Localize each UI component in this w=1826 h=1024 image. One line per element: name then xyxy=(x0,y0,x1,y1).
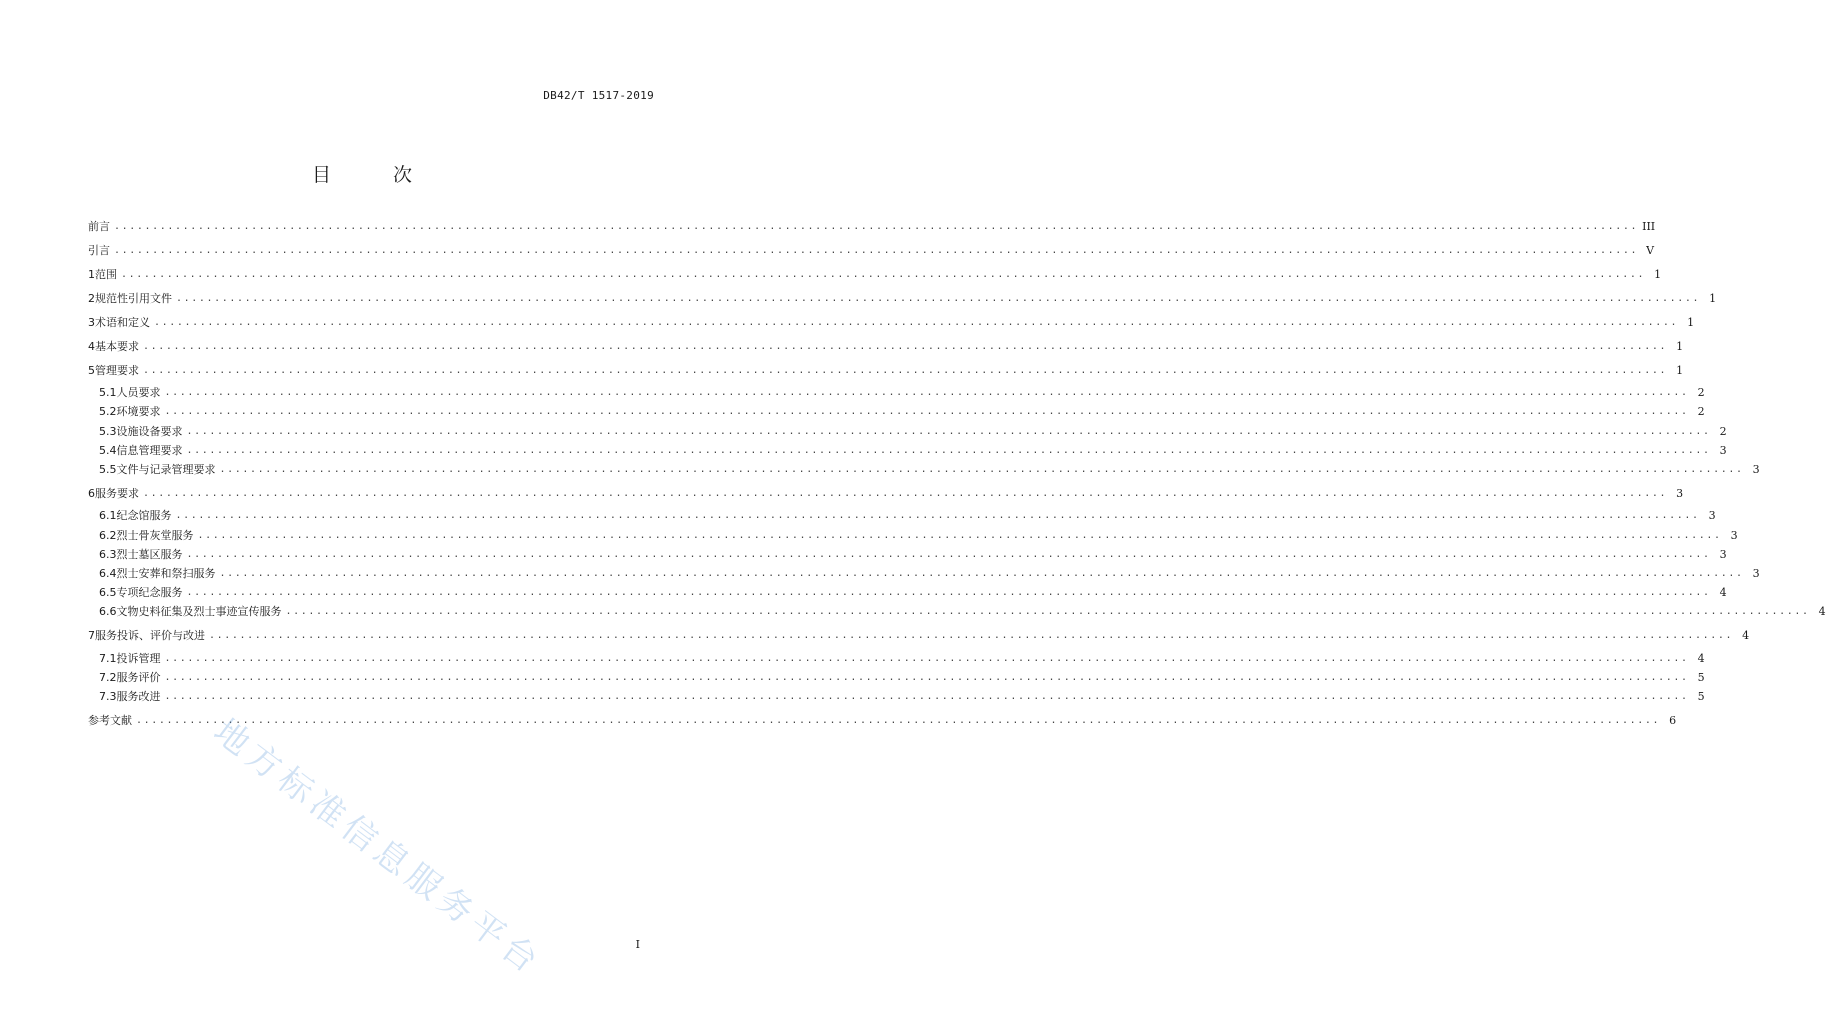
toc-leader-dots: ........................................................................................................................................................................................................ xyxy=(186,445,1711,456)
toc-entry[interactable] xyxy=(99,566,1760,582)
toc-leader-dots: ........................................................................................................................................................................................................ xyxy=(175,510,1700,521)
toc-leader-dots: ........................................................................................................................................................................................................ xyxy=(164,691,1689,702)
toc-entry-page: 3 xyxy=(1676,487,1684,500)
toc-entry-number: 6 xyxy=(88,487,95,500)
toc-entry[interactable] xyxy=(88,628,1750,644)
page-number: I xyxy=(635,938,640,951)
toc-entry-number: 1 xyxy=(88,268,95,281)
toc-entry-page: 4 xyxy=(1719,586,1727,599)
toc-entry-number: 6.6 xyxy=(99,605,117,618)
toc-entry-label: 烈士墓区服务 xyxy=(116,548,183,561)
toc-entry-number: 6.4 xyxy=(99,567,117,580)
toc-entry-label: 人员要求 xyxy=(116,386,161,399)
toc-entry-label: 前言 xyxy=(88,220,110,233)
toc-entry[interactable] xyxy=(99,424,1727,440)
toc-entry-number: 5.2 xyxy=(99,405,117,418)
toc-leader-dots: ........................................................................................................................................................................................................ xyxy=(143,365,1668,376)
toc-entry-label: 术语和定义 xyxy=(95,316,150,329)
toc-entry-number: 7.2 xyxy=(99,671,117,684)
toc-entry-label: 服务要求 xyxy=(95,487,139,500)
toc-entry-page: 5 xyxy=(1697,671,1705,684)
toc-entry-label: 烈士安葬和祭扫服务 xyxy=(116,567,216,580)
toc-entry-number: 5.4 xyxy=(99,444,117,457)
toc-entry[interactable] xyxy=(99,385,1705,401)
toc-entry[interactable] xyxy=(99,670,1705,686)
toc-entry[interactable] xyxy=(88,713,1677,729)
watermark-text: 地方标准信息服务平台 xyxy=(206,711,550,985)
toc-entry-number: 5 xyxy=(88,364,95,377)
toc-entry-number: 6.2 xyxy=(99,529,117,542)
toc-entry[interactable] xyxy=(99,604,1826,620)
toc-entry-page: 6 xyxy=(1669,714,1677,727)
toc-entry-page: 1 xyxy=(1676,340,1684,353)
toc-entry-page: 2 xyxy=(1697,386,1705,399)
toc-entry-page: 1 xyxy=(1687,316,1695,329)
toc-leader-dots: ........................................................................................................................................................................................................ xyxy=(219,568,1744,579)
toc-entry-number: 7 xyxy=(88,629,95,642)
toc-entry-number: 5.5 xyxy=(99,463,117,476)
toc-entry-label: 设施设备要求 xyxy=(116,425,183,438)
toc-entry-number: 6.5 xyxy=(99,586,117,599)
toc-entry[interactable] xyxy=(88,315,1695,331)
toc-entry-number: 7.1 xyxy=(99,652,117,665)
toc-entry[interactable] xyxy=(99,689,1705,705)
toc-entry[interactable] xyxy=(99,508,1716,524)
toc-leader-dots: ........................................................................................................................................................................................................ xyxy=(143,341,1668,352)
toc-entry-page: 2 xyxy=(1719,425,1727,438)
toc-entry[interactable] xyxy=(99,462,1760,478)
toc-entry-page: 3 xyxy=(1752,567,1760,580)
toc-entry-label: 文件与记录管理要求 xyxy=(116,463,216,476)
toc-entry-page: 5 xyxy=(1697,690,1705,703)
toc-entry[interactable] xyxy=(99,651,1705,667)
toc-entry-number: 5.1 xyxy=(99,386,117,399)
toc-entry-number: 7.3 xyxy=(99,690,117,703)
toc-entry-page: 3 xyxy=(1719,548,1727,561)
toc-leader-dots: ........................................................................................................................................................................................................ xyxy=(209,630,1734,641)
toc-entry-label: 投诉管理 xyxy=(116,652,161,665)
toc-entry-number: 6.3 xyxy=(99,548,117,561)
toc-entry-label: 文物史料征集及烈士事迹宣传服务 xyxy=(116,605,282,618)
toc-entry-page: 4 xyxy=(1742,629,1750,642)
toc-entry-page: 3 xyxy=(1708,509,1716,522)
toc-entry-label: 服务评价 xyxy=(116,671,161,684)
toc-leader-dots: ........................................................................................................................................................................................................ xyxy=(143,488,1668,499)
toc-entry-page: III xyxy=(1642,220,1656,233)
toc-entry-label: 服务改进 xyxy=(116,690,161,703)
toc-leader-dots: ........................................................................................................................................................................................................ xyxy=(136,715,1661,726)
toc-entry-label: 引言 xyxy=(88,244,110,257)
toc-entry[interactable] xyxy=(99,443,1727,459)
page-title: 目 次 xyxy=(311,164,441,186)
toc-entry[interactable] xyxy=(88,291,1717,307)
toc-entry-page: 3 xyxy=(1752,463,1760,476)
toc-leader-dots: ........................................................................................................................................................................................................ xyxy=(186,549,1711,560)
toc-entry-label: 环境要求 xyxy=(116,405,161,418)
toc-entry[interactable] xyxy=(99,585,1727,601)
toc-entry-label: 烈士骨灰堂服务 xyxy=(116,529,194,542)
toc-entry-label: 规范性引用文件 xyxy=(95,292,172,305)
toc-entry[interactable] xyxy=(99,404,1705,420)
toc-entry-page: 1 xyxy=(1654,268,1662,281)
toc-leader-dots: ........................................................................................................................................................................................................ xyxy=(176,293,1701,304)
toc-entry-page: 3 xyxy=(1730,529,1738,542)
toc-leader-dots: ........................................................................................................................................................................................................ xyxy=(121,269,1646,280)
toc-entry-label: 基本要求 xyxy=(95,340,139,353)
toc-entry-label: 专项纪念服务 xyxy=(116,586,183,599)
toc-leader-dots: ........................................................................................................................................................................................................ xyxy=(164,406,1689,417)
toc-entry-page: 4 xyxy=(1818,605,1826,618)
toc-entry[interactable] xyxy=(88,486,1684,502)
toc-leader-dots: ........................................................................................................................................................................................................ xyxy=(164,672,1689,683)
toc-entry-page: 4 xyxy=(1697,652,1705,665)
toc-entry-number: 3 xyxy=(88,316,95,329)
toc-entry-number: 2 xyxy=(88,292,95,305)
toc-entry-label: 范围 xyxy=(95,268,117,281)
toc-entry[interactable] xyxy=(99,547,1727,563)
toc-leader-dots: ........................................................................................................................................................................................................ xyxy=(114,245,1639,256)
toc-entry-label: 管理要求 xyxy=(95,364,139,377)
toc-entry-page: 2 xyxy=(1697,405,1705,418)
toc-entry-page: 1 xyxy=(1709,292,1717,305)
toc-entry-number: 6.1 xyxy=(99,509,117,522)
toc-entry-label: 纪念馆服务 xyxy=(116,509,172,522)
toc-entry-page: 1 xyxy=(1676,364,1684,377)
toc-leader-dots: ........................................................................................................................................................................................................ xyxy=(164,387,1689,398)
toc-entry-label: 信息管理要求 xyxy=(116,444,183,457)
toc-entry[interactable] xyxy=(88,243,1655,259)
toc-entry[interactable] xyxy=(99,528,1738,544)
toc-entry-label: 参考文献 xyxy=(88,714,132,727)
toc-entry-label: 服务投诉、评价与改进 xyxy=(95,629,205,642)
toc-entry-number: 5.3 xyxy=(99,425,117,438)
toc-leader-dots: ........................................................................................................................................................................................................ xyxy=(114,221,1639,232)
toc-leader-dots: ........................................................................................................................................................................................................ xyxy=(186,426,1711,437)
toc-leader-dots: ........................................................................................................................................................................................................ xyxy=(186,587,1711,598)
toc-entry-page: 3 xyxy=(1719,444,1727,457)
toc-entry[interactable] xyxy=(88,339,1684,355)
toc-leader-dots: ........................................................................................................................................................................................................ xyxy=(164,653,1689,664)
toc-entry[interactable] xyxy=(88,219,1656,235)
document-code: DB42/T 1517-2019 xyxy=(543,89,654,102)
toc-entry[interactable] xyxy=(88,267,1662,283)
toc-leader-dots: ........................................................................................................................................................................................................ xyxy=(197,530,1722,541)
toc-entry-number: 4 xyxy=(88,340,95,353)
toc-leader-dots: ........................................................................................................................................................................................................ xyxy=(285,606,1810,617)
toc-leader-dots: ........................................................................................................................................................................................................ xyxy=(219,464,1744,475)
toc-entry-page: V xyxy=(1646,244,1655,257)
toc-leader-dots: ........................................................................................................................................................................................................ xyxy=(154,317,1679,328)
toc-entry[interactable] xyxy=(88,363,1684,379)
